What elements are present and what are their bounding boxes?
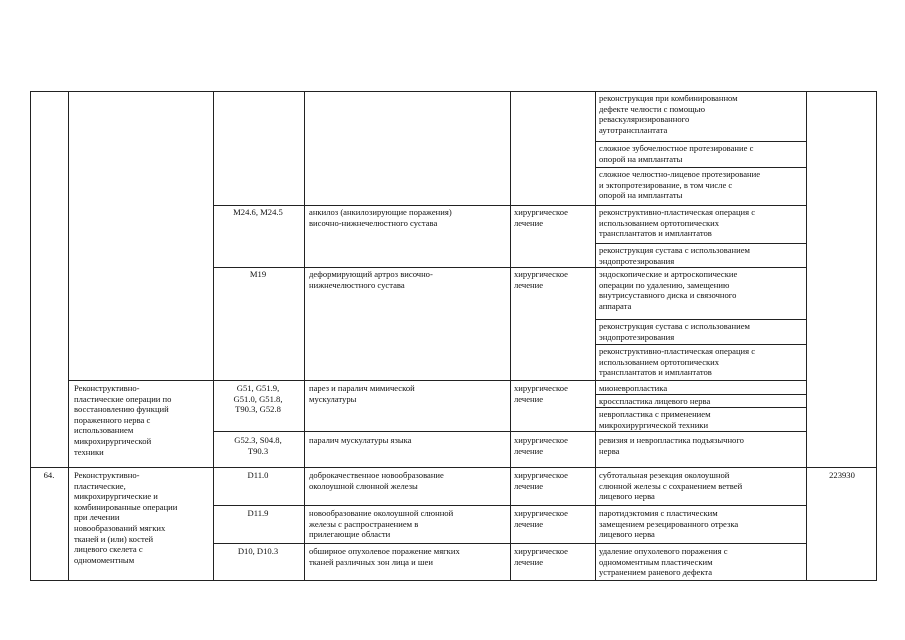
diagnosis-cell: обширное опухолевое поражение мягких тканей различных зон лица и шеи [309,546,460,567]
table-grid-line [304,91,305,581]
table-grid-line [30,467,877,468]
icd-codes-cell: G51, G51.9, G51.0, G51.8, T90.3, G52.8 [233,383,283,415]
method-cell: реконструкция сустава с использованием эндопротезирования [599,245,750,266]
method-cell: эндоскопические и артроскопические операции по удалению, замещению внутрисуставного диска и связочного аппарата [599,269,738,311]
diagnosis-cell: доброкачественное новообразование околоушной слюнной железы [309,470,444,491]
row-number-cell: 64. [43,470,55,480]
icd-codes-cell: M19 [249,269,267,279]
icd-codes-cell: M24.6, M24.5 [233,207,283,217]
treatment-cell: хирургическое лечение [514,207,568,228]
method-cell: реконструктивно-пластическая операция с использованием ортотопических трансплантатов и имплантатов [599,207,756,239]
technology-name-cell: Реконструктивно- пластические операции по восстановлению функций пораженного нерва с использованием микрохирургической техники [74,383,172,457]
method-cell: реконструкция при комбинированном дефекте челюсти с помощью реваскуляризированного аутотрансплантата [599,93,738,135]
diagnosis-cell: деформирующий артроз височно- нижнечелюстного сустава [309,269,433,290]
method-cell: паротидэктомия с пластическим замещением резецированного отрезка лицевого нерва [599,508,739,540]
table-grid-line [213,543,807,544]
table-grid-line [876,91,877,581]
table-grid-line [30,91,877,92]
table-grid-line [30,580,877,581]
method-cell: субтотальная резекция околоушной слюнной железы с сохранением ветвей лицевого нерва [599,470,743,502]
table-grid-line [595,394,807,395]
icd-codes-cell: D10, D10.3 [237,546,279,556]
diagnosis-cell: анкилоз (анкилозирующие поражения) височно-нижнечелюстного сустава [309,207,452,228]
table-grid-line [595,319,807,320]
method-cell: удаление опухолевого поражения с одномоментным пластическим устранением раневого дефекта [599,546,728,578]
method-cell: ревизия и невропластика подъязычного нерва [599,435,744,456]
table-grid-line [213,505,807,506]
table-grid-line [595,91,596,581]
treatment-cell: хирургическое лечение [514,508,568,529]
treatment-cell: хирургическое лечение [514,546,568,567]
table-grid-line [68,380,807,381]
method-cell: реконструкция сустава с использованием эндопротезирования [599,321,750,342]
table-grid-line [595,344,807,345]
method-cell: мионевропластика [599,383,668,393]
icd-codes-cell: G52.3, S04.8, T90.3 [234,435,282,456]
treatment-cell: хирургическое лечение [514,269,568,290]
method-cell: сложное челюстно-лицевое протезирование и эктопротезирование, в том числе с опорой на имплантаты [599,169,761,201]
table-grid-line [595,243,807,244]
table-grid-line [595,141,807,142]
diagnosis-cell: парез и паралич мимической мускулатуры [309,383,415,404]
method-cell: сложное зубочелюстное протезирование с опорой на имплантаты [599,143,754,164]
diagnosis-cell: паралич мускулатуры языка [309,435,412,445]
table-grid-line [510,91,511,581]
cost-cell: 223930 [829,470,855,480]
treatment-cell: хирургическое лечение [514,383,568,404]
method-cell: кросспластика лицевого нерва [599,396,711,406]
table-grid-line [806,91,807,581]
table-grid-line [213,431,807,432]
icd-codes-cell: D11.0 [247,470,269,480]
table-grid-line [595,167,807,168]
table-grid-line [68,91,69,581]
method-cell: невропластика с применением микрохирургической техники [599,409,711,430]
technology-name-cell: Реконструктивно- пластические, микрохирургические и комбинированные операции при лечении новообразований мягких тканей и (или) костей лицевого скелета с одномоментным [74,470,178,565]
table-grid-line [30,91,31,581]
table-grid-line [213,267,807,268]
table-grid-line [595,407,807,408]
treatment-cell: хирургическое лечение [514,435,568,456]
diagnosis-cell: новообразование околоушной слюнной железы с распространением в прилегающие области [309,508,454,540]
table-grid-line [213,205,807,206]
icd-codes-cell: D11.9 [247,508,269,518]
treatment-cell: хирургическое лечение [514,470,568,491]
method-cell: реконструктивно-пластическая операция с использованием ортотопических трансплантатов и имплантатов [599,346,756,378]
